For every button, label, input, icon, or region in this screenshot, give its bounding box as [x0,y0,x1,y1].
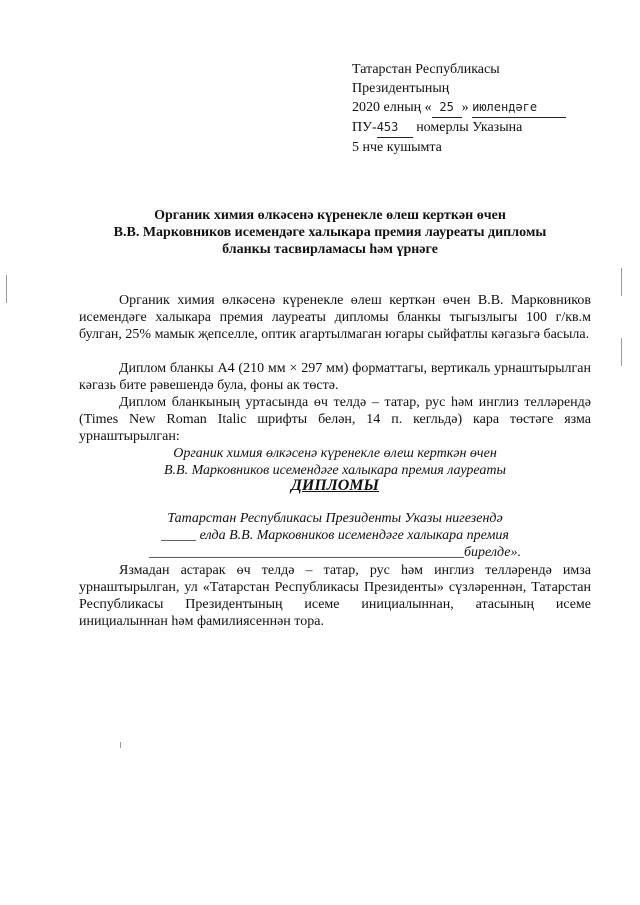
inscription-line-1: Органик химия өлкәсенә күренекле өлеш керткән өчен [173,446,497,461]
inscription-line-5-text: бирелде». [464,545,521,560]
appendix-header [352,60,566,157]
inscription-line-4 [79,527,591,544]
scan-speck [120,742,121,748]
day-field: 25 [432,98,462,118]
day-close: » [461,100,469,115]
header-line-2: Президентының [352,81,450,96]
inscription-line-5 [79,544,591,561]
paragraph-format: Диплом бланкы А4 (210 мм × 297 мм) форматтагы, вертикаль урнаштырылган кәгазь бите рәвешендә була, фоны ак төстә. [79,361,591,393]
name-blank: _____________________________________________ [149,545,464,560]
header-line-1: Татарстан Республикасы [352,62,500,77]
title-line-2: В.В. Марковников исемендәге халыкара премия лауреаты дипломы [113,225,547,240]
month-field: июлендәге [472,98,566,118]
paragraph-signature: Язмадан астарак өч телдә – татар, рус һәм инглиз телләрендә имза урнаштырылган, ул «Татарстан Республикасы Президенты» сүзләреннән, Татарстан Республикасы Президентының исеме инициалыннан, атасының исеме инициалыннан һәм фамилиясеннән тора. [79,563,591,629]
header-date-line [352,98,566,118]
appendix-number: 5 нче кушымта [352,140,442,155]
title-line-1: Органик химия өлкәсенә күренекле өлеш керткән өчен [154,208,506,223]
year-blank: _____ [161,528,197,543]
decree-suffix: номерлы Указына [416,120,523,135]
decree-number-field: 453 [377,118,413,138]
scan-mark-left [6,275,7,303]
paragraph-paper: Органик химия өлкәсенә күренекле өлеш керткән өчен В.В. Марковников исемендәге халыкара премия лауреаты дипломы бланкы тыгызлыгы 100 г/кв.м булган, 25% мамык җепселле, оптик агартылмаган югары сыйфатлы кәгазьгә басыла. [79,293,591,342]
header-decree-line [352,118,566,138]
paragraph-inscription: Диплом бланкының уртасында өч телдә – татар, рус һәм инглиз телләрендә (Times New Roman Italic шрифты белән, 14 п. кегльдә) кара төстәге язма урнаштырылган: [79,395,591,444]
diploma-word: ДИПЛОМЫ [290,477,380,494]
inscription-line-4-text: елда В.В. Марковников исемендәге халыкара премия [196,528,509,543]
year-text: 2020 елның « [352,100,432,115]
document-title [70,207,590,258]
scan-mark-right-1 [621,268,622,296]
inscription-line-3: Татарстан Республикасы Президенты Указы нигезендә [167,511,503,526]
title-line-3: бланкы тасвирламасы һәм үрнәге [222,242,438,257]
decree-prefix: ПУ- [352,120,377,135]
inscription-line-2: В.В. Марковников исемендәге халыкара премия лауреаты [163,463,507,478]
scan-mark-right-2 [621,338,622,366]
